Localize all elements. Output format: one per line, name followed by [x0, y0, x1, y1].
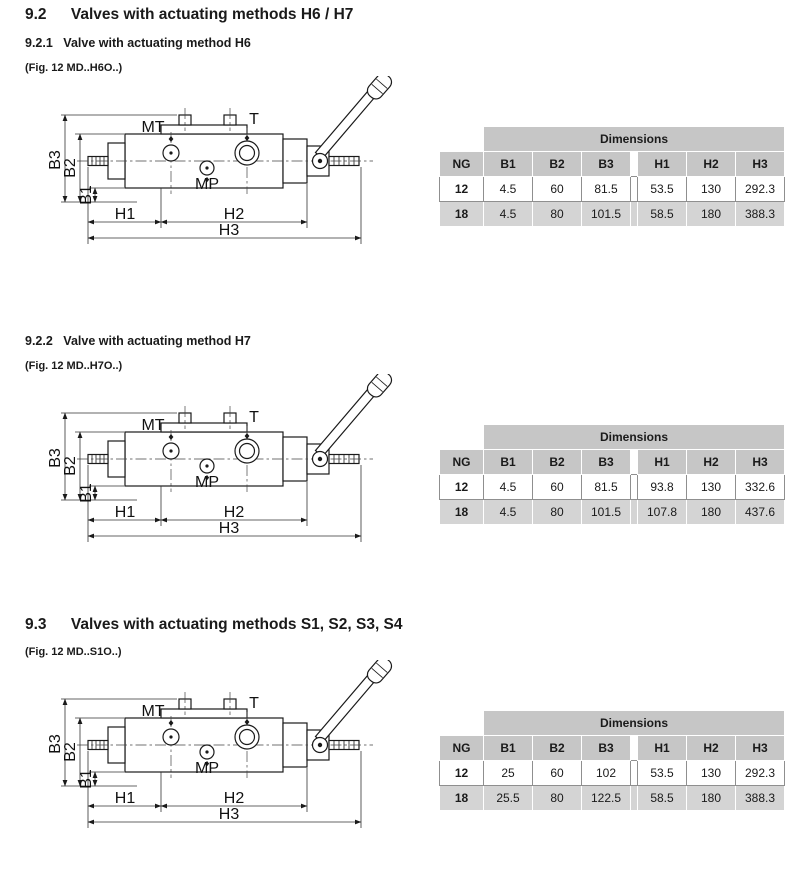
subsection-number: 9.2.2 [25, 334, 53, 348]
col-b1: B1 [484, 449, 533, 474]
section-number: 9.3 [25, 616, 47, 633]
dimensions-group-header: Dimensions [484, 424, 785, 449]
cell-ng: 18 [440, 785, 484, 810]
col-ng: NG [440, 735, 484, 760]
table-row [440, 785, 785, 810]
cell: 60 [533, 176, 582, 201]
subsection-title: Valve with actuating method H7 [63, 334, 251, 348]
cell: 102 [582, 760, 631, 785]
col-b2: B2 [533, 735, 582, 760]
dimensions-table-h7 [439, 424, 785, 525]
cell: 332.6 [736, 474, 785, 499]
cell: 60 [533, 760, 582, 785]
col-h1: H1 [638, 449, 687, 474]
cell: 180 [687, 201, 736, 226]
figure-caption-h7: (Fig. 12 MD..H7O..) [25, 360, 123, 372]
column-header-row [440, 449, 785, 474]
col-ng: NG [440, 449, 484, 474]
column-gap [631, 176, 638, 201]
column-gap [631, 735, 638, 760]
valve-drawing-h7 [25, 374, 415, 574]
cell: 180 [687, 785, 736, 810]
cell: 53.5 [638, 760, 687, 785]
cell-ng: 18 [440, 499, 484, 524]
cell: 25 [484, 760, 533, 785]
section-heading-9-2 [25, 6, 785, 24]
figure-and-table-row [25, 76, 785, 276]
column-gap [631, 785, 638, 810]
table-row [440, 760, 785, 785]
valve-drawing-h6 [25, 76, 415, 276]
cell: 4.5 [484, 474, 533, 499]
col-h2: H2 [687, 449, 736, 474]
col-h1: H1 [638, 151, 687, 176]
cell: 81.5 [582, 176, 631, 201]
col-b3: B3 [582, 735, 631, 760]
banner-row [440, 710, 785, 735]
section-9-2-2 [25, 334, 785, 574]
column-gap [631, 474, 638, 499]
col-b1: B1 [484, 735, 533, 760]
subsection-number: 9.2.1 [25, 36, 53, 50]
cell: 80 [533, 499, 582, 524]
cell: 101.5 [582, 499, 631, 524]
cell: 25.5 [484, 785, 533, 810]
dimensions-group-header: Dimensions [484, 710, 785, 735]
col-h3: H3 [736, 151, 785, 176]
col-b2: B2 [533, 151, 582, 176]
table-row [440, 201, 785, 226]
cell: 122.5 [582, 785, 631, 810]
cell: 107.8 [638, 499, 687, 524]
subsection-title: Valve with actuating method H6 [63, 36, 251, 50]
cell-ng: 18 [440, 201, 484, 226]
cell: 80 [533, 785, 582, 810]
cell: 4.5 [484, 201, 533, 226]
valve-drawing-s1 [25, 660, 415, 860]
figure-and-table-row [25, 660, 785, 860]
cell: 60 [533, 474, 582, 499]
col-b2: B2 [533, 449, 582, 474]
cell: 437.6 [736, 499, 785, 524]
banner-row [440, 424, 785, 449]
page [25, 6, 785, 860]
cell: 93.8 [638, 474, 687, 499]
table-row [440, 499, 785, 524]
section-heading-9-3 [25, 616, 785, 634]
section-9-2 [25, 6, 785, 276]
section-title: Valves with actuating methods H6 / H7 [70, 6, 354, 23]
column-gap [631, 449, 638, 474]
dimensions-table-s1 [439, 710, 785, 811]
subsection-heading-9-2-1 [25, 36, 785, 50]
cell: 292.3 [736, 176, 785, 201]
cell: 180 [687, 499, 736, 524]
cell-ng: 12 [440, 474, 484, 499]
column-gap [631, 151, 638, 176]
cell: 53.5 [638, 176, 687, 201]
cell: 58.5 [638, 785, 687, 810]
cell-ng: 12 [440, 760, 484, 785]
col-b3: B3 [582, 449, 631, 474]
cell: 130 [687, 474, 736, 499]
col-h1: H1 [638, 735, 687, 760]
figure-and-table-row [25, 374, 785, 574]
subsection-heading-9-2-2 [25, 334, 785, 348]
table-row [440, 474, 785, 499]
section-title: Valves with actuating methods S1, S2, S3, S4 [70, 616, 403, 633]
cell: 101.5 [582, 201, 631, 226]
col-b1: B1 [484, 151, 533, 176]
column-gap [631, 201, 638, 226]
col-b3: B3 [582, 151, 631, 176]
col-h3: H3 [736, 449, 785, 474]
cell: 130 [687, 176, 736, 201]
column-header-row [440, 735, 785, 760]
col-ng: NG [440, 151, 484, 176]
cell: 81.5 [582, 474, 631, 499]
section-number: 9.2 [25, 6, 47, 23]
col-h2: H2 [687, 151, 736, 176]
col-h2: H2 [687, 735, 736, 760]
cell: 58.5 [638, 201, 687, 226]
section-9-3 [25, 616, 785, 860]
table-row [440, 176, 785, 201]
cell: 4.5 [484, 499, 533, 524]
cell: 4.5 [484, 176, 533, 201]
figure-caption-h6: (Fig. 12 MD..H6O..) [25, 62, 123, 74]
cell: 130 [687, 760, 736, 785]
column-header-row [440, 151, 785, 176]
cell: 388.3 [736, 201, 785, 226]
dimensions-table-h6 [439, 126, 785, 227]
column-gap [631, 760, 638, 785]
cell: 80 [533, 201, 582, 226]
cell: 388.3 [736, 785, 785, 810]
dimensions-group-header: Dimensions [484, 126, 785, 151]
column-gap [631, 499, 638, 524]
col-h3: H3 [736, 735, 785, 760]
banner-row [440, 126, 785, 151]
cell-ng: 12 [440, 176, 484, 201]
figure-caption-s1: (Fig. 12 MD..S1O..) [25, 646, 122, 658]
cell: 292.3 [736, 760, 785, 785]
